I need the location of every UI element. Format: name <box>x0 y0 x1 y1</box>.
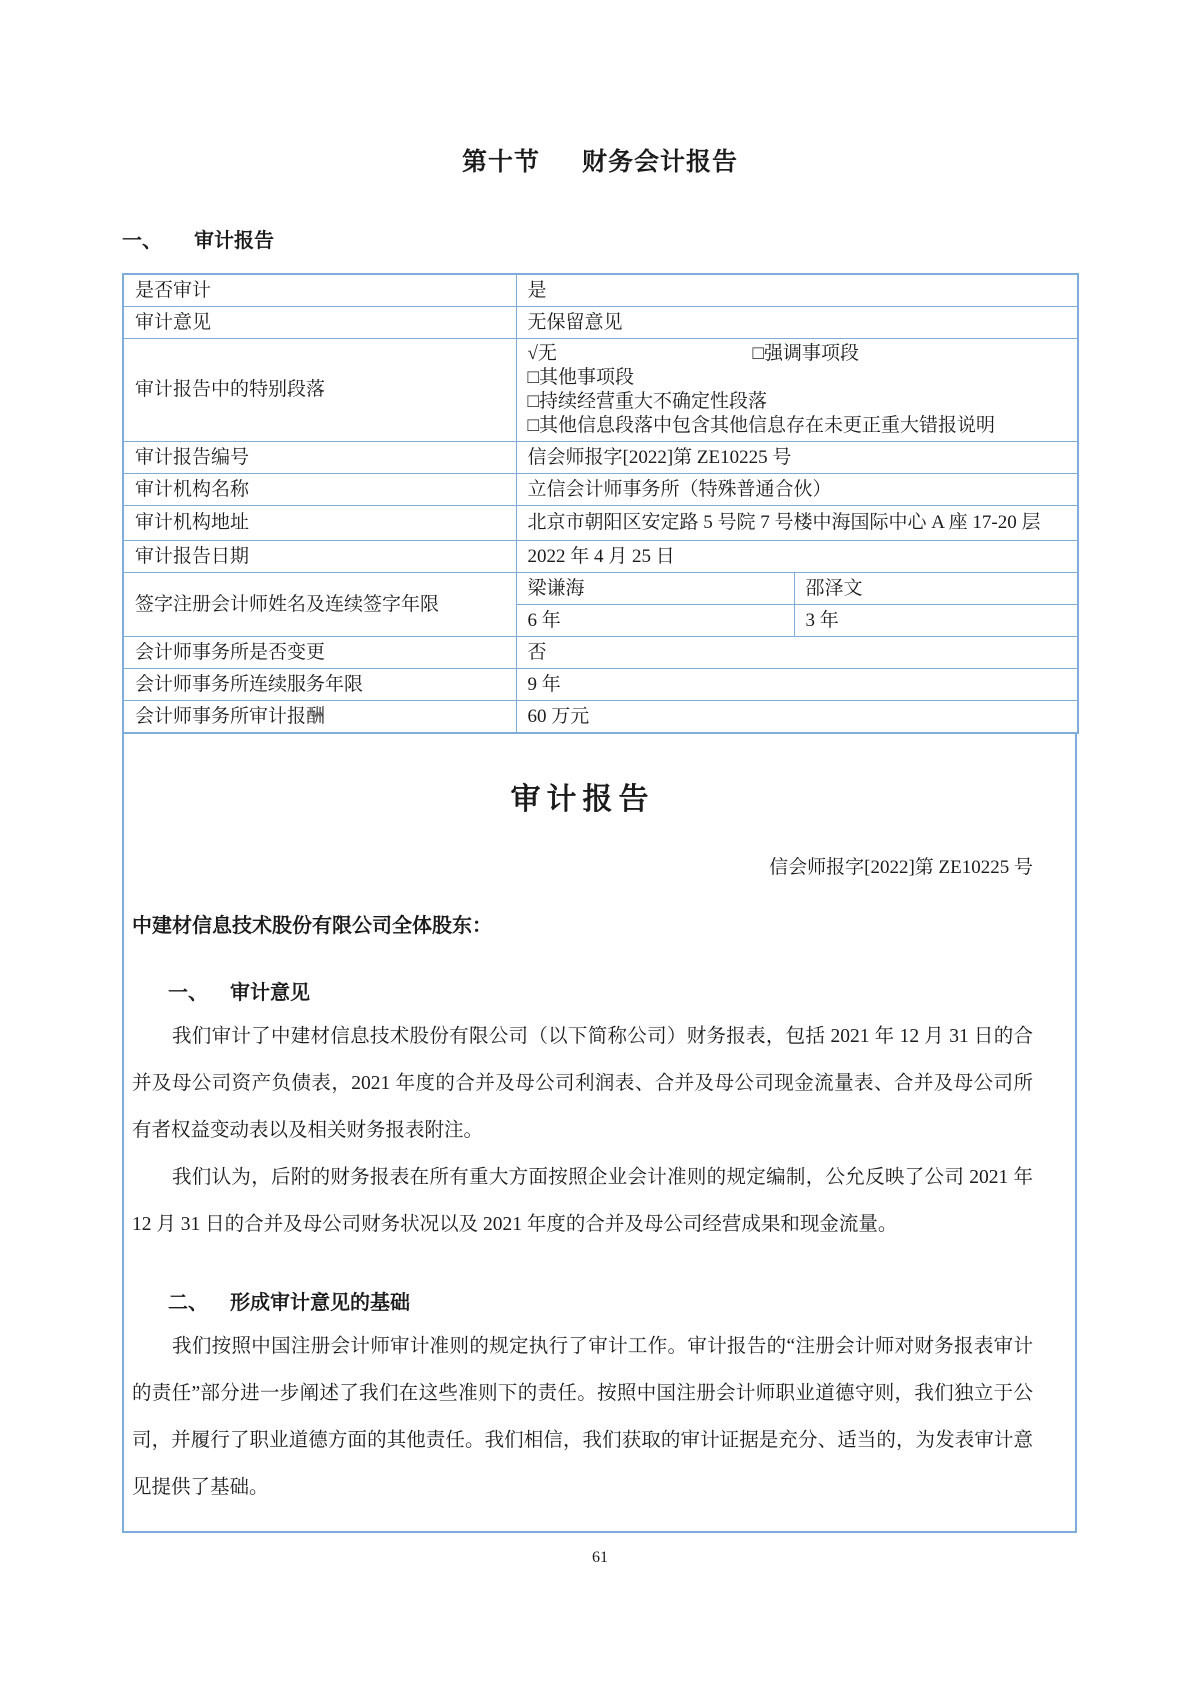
section-number: 一、 <box>122 230 162 252</box>
table-row-firm-changed <box>123 637 1078 669</box>
para-audit-opinion-1: 我们审计了中建材信息技术股份有限公司（以下简称公司）财务报表，包括 2021 年 12 月 31 日的合并及母公司资产负债表，2021 年度的合并及母公司利润表、合并及母公司现金流量表、合并及母公司所有者权益变动表以及相关财务报表附注。 <box>132 1026 1033 1141</box>
doc-title <box>0 0 1200 178</box>
row-label: 会计师事务所连续服务年限 <box>123 669 516 701</box>
para-basis-for-opinion: 我们按照中国注册会计师审计准则的规定执行了审计工作。审计报告的“注册会计师对财务报表审计的责任”部分进一步阐述了我们在这些准则下的责任。按照中国注册会计师职业道德守则，我们独立于公司，并履行了职业道德方面的其他责任。我们相信，我们获取的审计证据是充分、适当的，为发表审计意见提供了基础。 <box>132 1336 1033 1498</box>
heading-audit-opinion-text: 审计意见 <box>230 982 310 1004</box>
row-label: 会计师事务所审计报酬 <box>123 701 516 734</box>
content-area <box>122 224 1077 1533</box>
row-label: 审计报告编号 <box>123 442 516 474</box>
heading-audit-opinion <box>168 976 1033 1005</box>
heading-basis-for-opinion <box>168 1286 1033 1315</box>
row-label: 审计意见 <box>123 307 516 339</box>
row-value: 2022 年 4 月 25 日 <box>516 541 1078 573</box>
row-value: 立信会计师事务所（特殊普通合伙） <box>516 474 1078 506</box>
row-label: 是否审计 <box>123 274 516 307</box>
row-value: 无保留意见 <box>516 307 1078 339</box>
report-ref-number: 信会师报字[2022]第 ZE10225 号 <box>769 857 1033 878</box>
table-row-signing-cpas-names <box>123 573 1078 605</box>
table-row-audit-fee <box>123 701 1078 734</box>
heading-audit-opinion-num: 一、 <box>168 982 208 1004</box>
row-value-special <box>516 339 1078 442</box>
checkbox-option-other-info: □其他信息段落中包含其他信息存在未更正重大错报说明 <box>527 415 995 436</box>
row-value: 60 万元 <box>516 701 1078 734</box>
doc-title-section: 第十节 <box>461 148 540 176</box>
row-label: 审计机构名称 <box>123 474 516 506</box>
row-value: 信会师报字[2022]第 ZE10225 号 <box>516 442 1078 474</box>
doc-title-text: 财务会计报告 <box>582 148 739 176</box>
section-title: 审计报告 <box>194 230 274 252</box>
report-box <box>122 732 1077 1533</box>
report-title: 审计报告 <box>510 783 655 816</box>
para-audit-opinion-2: 我们认为，后附的财务报表在所有重大方面按照企业会计准则的规定编制，公允反映了公司 2021 年 12 月 31 日的合并及母公司财务状况以及 2021 年度的合并及母公司经营成果和现金流量。 <box>132 1167 1033 1235</box>
row-label: 会计师事务所是否变更 <box>123 637 516 669</box>
row-value: 9 年 <box>516 669 1078 701</box>
cpa2-years: 3 年 <box>794 605 1078 637</box>
cpa1-years: 6 年 <box>516 605 794 637</box>
table-row-firm-name <box>123 474 1078 506</box>
checkbox-option-none: √无 <box>527 343 557 364</box>
table-row-opinion <box>123 307 1078 339</box>
row-value: 是 <box>516 274 1078 307</box>
heading-basis-text: 形成审计意见的基础 <box>230 1292 410 1314</box>
row-label: 审计报告中的特别段落 <box>123 339 516 442</box>
checkbox-option-emphasis: □强调事项段 <box>752 343 859 364</box>
table-row-service-years <box>123 669 1078 701</box>
cpa1-name: 梁谦海 <box>516 573 794 605</box>
row-label: 签字注册会计师姓名及连续签字年限 <box>123 573 516 637</box>
cpa2-name: 邵泽文 <box>794 573 1078 605</box>
table-row-audited <box>123 274 1078 307</box>
table-row-special-paragraphs <box>123 339 1078 442</box>
checkbox-option-going-concern: □持续经营重大不确定性段落 <box>527 391 767 412</box>
row-label: 审计机构地址 <box>123 506 516 541</box>
special-option-line-1 <box>528 342 1067 366</box>
report-addressee: 中建材信息技术股份有限公司全体股东： <box>132 915 492 937</box>
table-row-report-number <box>123 442 1078 474</box>
section-heading-audit-report <box>122 224 1077 253</box>
row-value: 北京市朝阳区安定路 5 号院 7 号楼中海国际中心 A 座 17-20 层 <box>516 506 1078 541</box>
table-row-firm-address <box>123 506 1078 541</box>
row-label: 审计报告日期 <box>123 541 516 573</box>
page-number: 61 <box>592 1549 608 1566</box>
heading-basis-num: 二、 <box>168 1292 208 1314</box>
table-row-report-date <box>123 541 1078 573</box>
checkbox-option-other-matters: □其他事项段 <box>527 367 634 388</box>
row-value: 否 <box>516 637 1078 669</box>
audit-info-table <box>122 273 1079 734</box>
